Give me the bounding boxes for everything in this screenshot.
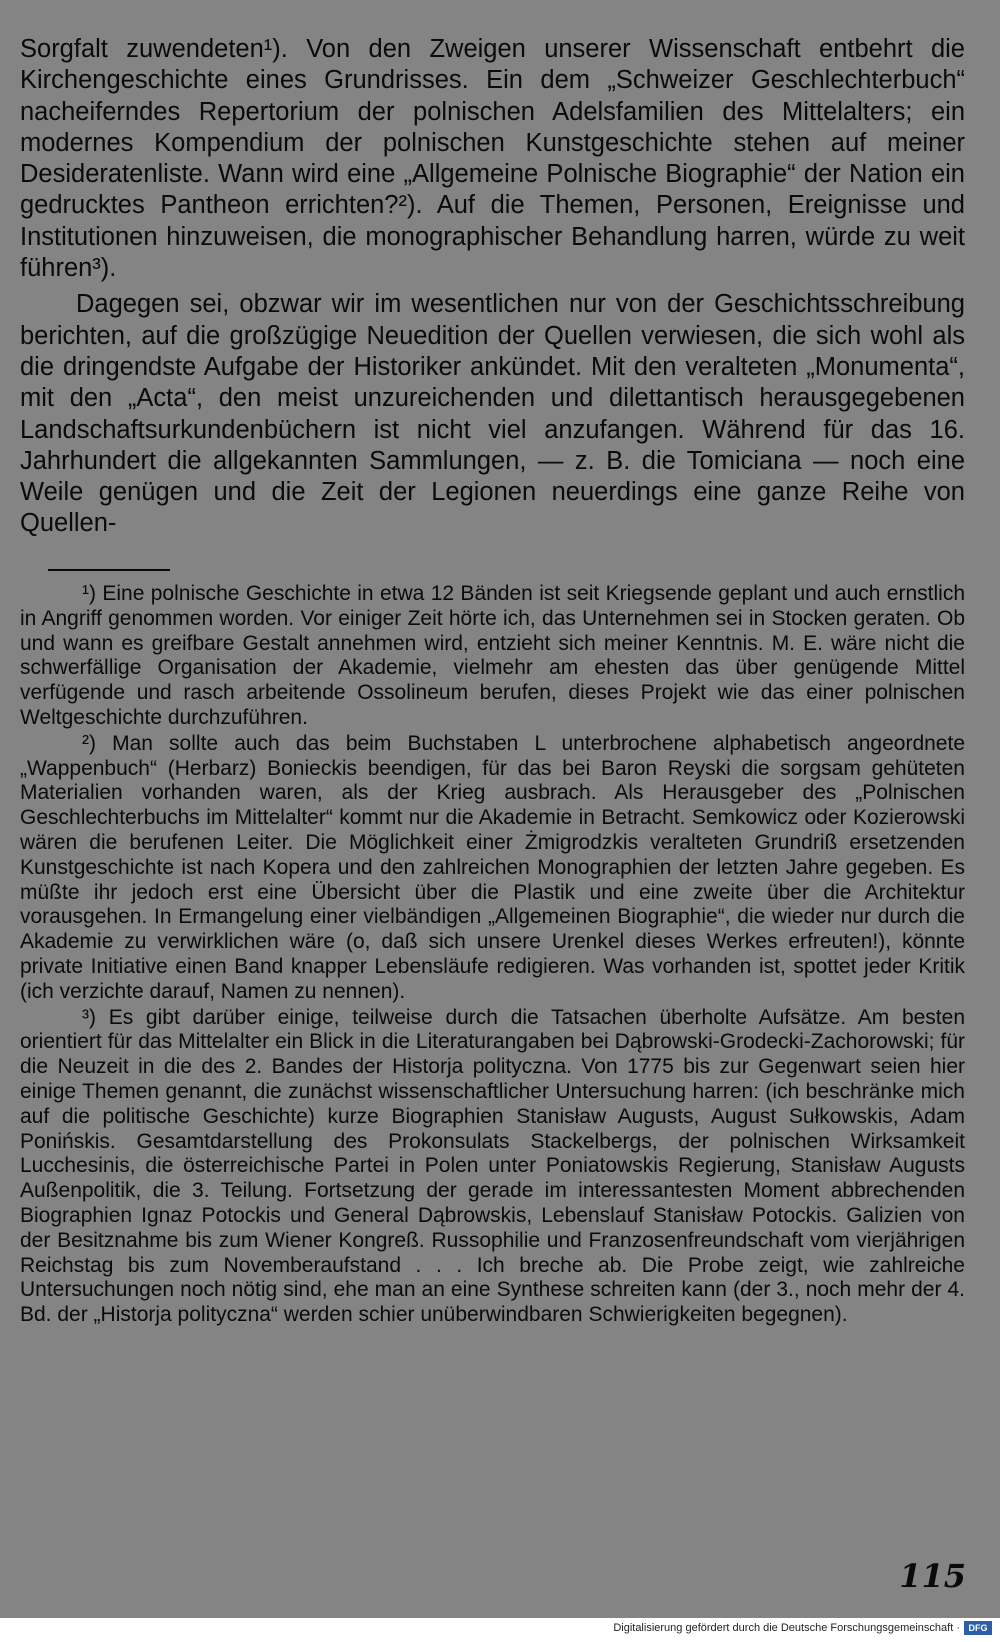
dfg-logo-icon: DFG [964, 1621, 992, 1635]
footnotes [20, 582, 965, 1329]
page-number: 115 [899, 1557, 966, 1595]
paragraph-1: Sorgfalt zuwendeten¹). Von den Zweigen unserer Wissenschaft entbehrt die Kirchengeschichte eines Grundrisses. Ein dem „Schweizer Geschlechterbuch“ nacheiferndes Repertorium der polnischen Adelsfamilien des Mittelalters; ein modernes Kompendium der polnischen Kunstgeschichte stehen auf meiner Desideratenliste. Wann wird eine „Allgemeine Polnische Biographie“ der Nation ein gedrucktes Pantheon errichten?²). Auf die Themen, Personen, Ereignisse und Institutionen hinzuweisen, die monographischer Behandlung harren, würde zu weit führen³). [20, 35, 965, 283]
paragraph-2: Dagegen sei, obzwar wir im wesentlichen nur von der Geschichtsschreibung berichten, auf die großzügige Neuedition der Quellen verwiesen, die sich wohl als die dringendste Aufgabe der Historiker ankündet. Mit den veralteten „Monumenta“, mit den „Acta“, den meist unzureichenden und dilettantisch herausgegebenen Landschaftsurkundenbüchern ist nicht viel anzufangen. Während für das 16. Jahrhundert die allgekannten Sammlungen, — z. B. die Tomiciana — noch eine Weile genügen und die Zeit der Legionen neuerdings eine ganze Reihe von Quellen- [20, 290, 965, 538]
footer-credit: Digitalisierung gefördert durch die Deutsche Forschungsgemeinschaft · [613, 1622, 960, 1634]
footnote-separator [48, 569, 170, 571]
main-text [20, 34, 965, 540]
footnote-3: ³) Es gibt darüber einige, teilweise durch die Tatsachen überholte Aufsätze. Am besten orientiert für das Mittelalter ein Blick in die Literaturangaben bei Dąbrowski-Grodecki-Zachorowski; für die Neuzeit in die des 2. Bandes der Historja polityczna. Von 1775 bis zur Gegenwart seien hier einige Themen genannt, die zunächst wissenschaftlicher Untersuchung harren: (ich beschränke mich auf die politische Geschichte) kurze Biographien Stanisław Augusts, August Sułkowskis, Adam Ponińskis. Gesamtdarstellung des Prokonsulats Stackelbergs, der polnischen Wirksamkeit Lucchesinis, die österreichische Partei in Polen unter Poniatowskis Regierung, Stanisław Augusts Außenpolitik, die 3. Teilung. Fortsetzung der gerade im interessantesten Moment abbrechenden Biographien Ignaz Potockis und General Dąbrowskis, Lebenslauf Stanisław Potockis. Galizien von der Besitznahme bis zum Wiener Kongreß. Russophilie und Franzosenfreundschaft vom vierjährigen Reichstag bis zum Novemberaufstand . . . Ich breche ab. Die Probe zeigt, wie zahlreiche Untersuchungen noch nötig sind, ehe man an eine Synthese schreiten kann (der 3., noch mehr der 4. Bd. der „Historja polityczna“ werden schier unüberwindbaren Schwierigkeiten begegnen). [20, 1005, 965, 1327]
digitization-footer [0, 1618, 1000, 1642]
footnote-1: ¹) Eine polnische Geschichte in etwa 12 Bänden ist seit Kriegsende geplant und auch ernstlich in Angriff genommen worden. Vor einiger Zeit hörte ich, das Unternehmen sei in Stocken geraten. Ob und wann es greifbare Gestalt annehmen wird, entzieht sich meiner Kenntnis. M. E. wäre nicht die schwerfällige Organisation der Akademie, vielmehr am ehesten das über genügende Mittel verfügende und rasch arbeitende Ossolineum berufen, dieses Projekt wie das einer polnischen Weltgeschichte durchzuführen. [20, 582, 965, 729]
footnote-2: ²) Man sollte auch das beim Buchstaben L unterbrochene alphabetisch angeordnete „Wappenbuch“ (Herbarz) Bonieckis beendigen, für das bei Baron Reyski die sorgsam gehüteten Materialien vorhanden waren, als der Krieg ausbrach. Als Herausgeber des „Polnischen Geschlechterbuchs im Mittelalter“ kommt nur die Akademie in Betracht. Semkowicz oder Kozierowski wären die berufenen Leiter. Die Möglichkeit einer Żmigrodzkis veralteten Grundriß ersetzenden Kunstgeschichte ist nach Kopera und den zahlreichen Monographien der letzten Jahre gegeben. Es müßte ihr jedoch erst eine Übersicht über die Plastik und eine zweite über die Architektur vorausgehen. In Ermangelung einer vielbändigen „Allgemeinen Biographie“, die wieder nur durch die Akademie zu verwirklichen wäre (o, daß sich unsere Urenkel dieses Werkes erfreuten!), könnte private Initiative einen Band knapper Lebensläufe redigieren. Was vorhanden ist, spottet jeder Kritik (ich verzichte darauf, Namen zu nennen). [20, 731, 965, 1003]
